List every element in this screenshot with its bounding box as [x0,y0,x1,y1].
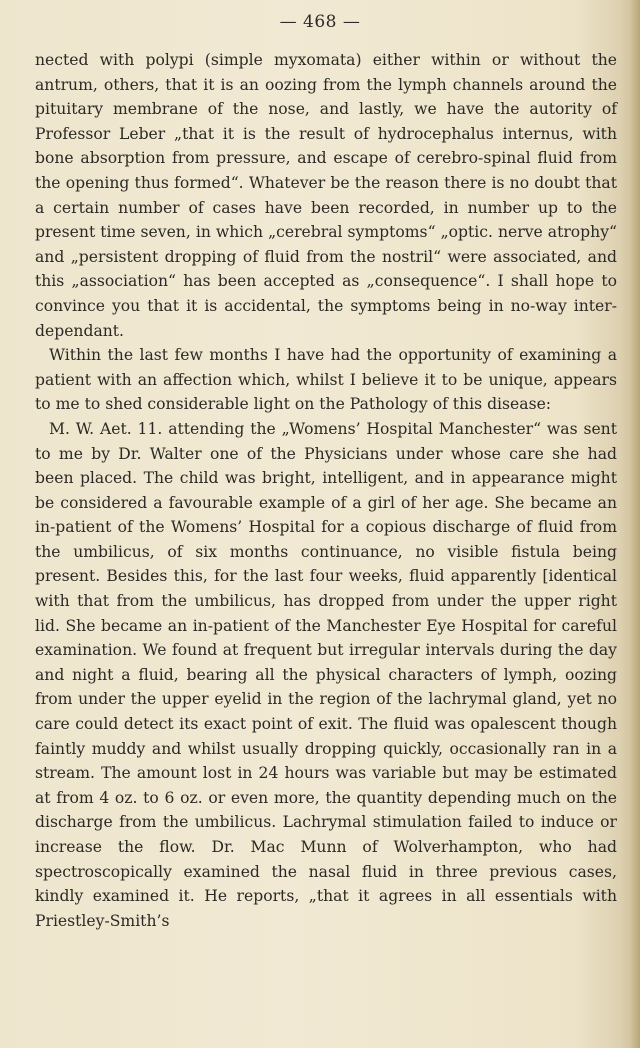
page-edge-shadow [630,0,640,1048]
paragraph-1: nected with polypi (simple myxomata) either within or without the antrum, others, that it is an oozing from the lymph channels around the pituitary membrane of the nose, and lastly, we have the autority of Professor Leber „that it is the result of hydrocephalus internus, with bone absorption from pressure, and escape of cerebro-spinal fluid from the opening thus formed“. Whatever be the reason there is no doubt that a certain number of cases have been recorded, in number up to the present time seven, in which „cerebral symptoms“ „optic. nerve atrophy“ and „persistent dropping of fluid from the nostril“ were associated, and this „association“ has been accepted as „consequence“. I shall hope to convince you that it is accidental, the symptoms being in no-way inter-dependant. [35,51,617,340]
body-text [35,48,617,933]
paragraph-3: M. W. Aet. 11. attending the „Womens’ Hospital Manchester“ was sent to me by Dr. Walter one of the Physicians under whose care she had been placed. The child was bright, intelligent, and in appearance might be considered a favourable example of a girl of her age. She became an in-patient of the Womens’ Hospital for a copious discharge of fluid from the umbilicus, of six months continuance, no visible fistula being present. Besides this, for the last four weeks, fluid apparently [identical with that from the umbilicus, has dropped from under the upper right lid. She became an in-patient of the Manchester Eye Hospital for careful examination. We found at frequent but irregular intervals during the day and night a fluid, bearing all the physical characters of lymph, oozing from under the upper eyelid in the region of the lachrymal gland, yet no care could detect its exact point of exit. The fluid was opalescent though faintly muddy and whilst usually dropping quickly, occasionally ran in a stream. The amount lost in 24 hours was variable but may be estimated at from 4 oz. to 6 oz. or even more, the quantity depending much on the discharge from the umbilicus. Lachrymal stimulation failed to induce or increase the flow. Dr. Mac Munn of Wolverhampton, who had spectroscopically examined the nasal fluid in three previous cases, kindly examined it. He reports, „that it agrees in all essentials with Priestley-Smith’s [35,419,617,930]
paragraph-2: Within the last few months I have had the opportunity of examining a patient with an affection which, whilst I believe it to be unique, appears to me to shed considerable light on the Pathology of this disease: [35,346,617,414]
page-number: — 468 — [279,12,361,32]
